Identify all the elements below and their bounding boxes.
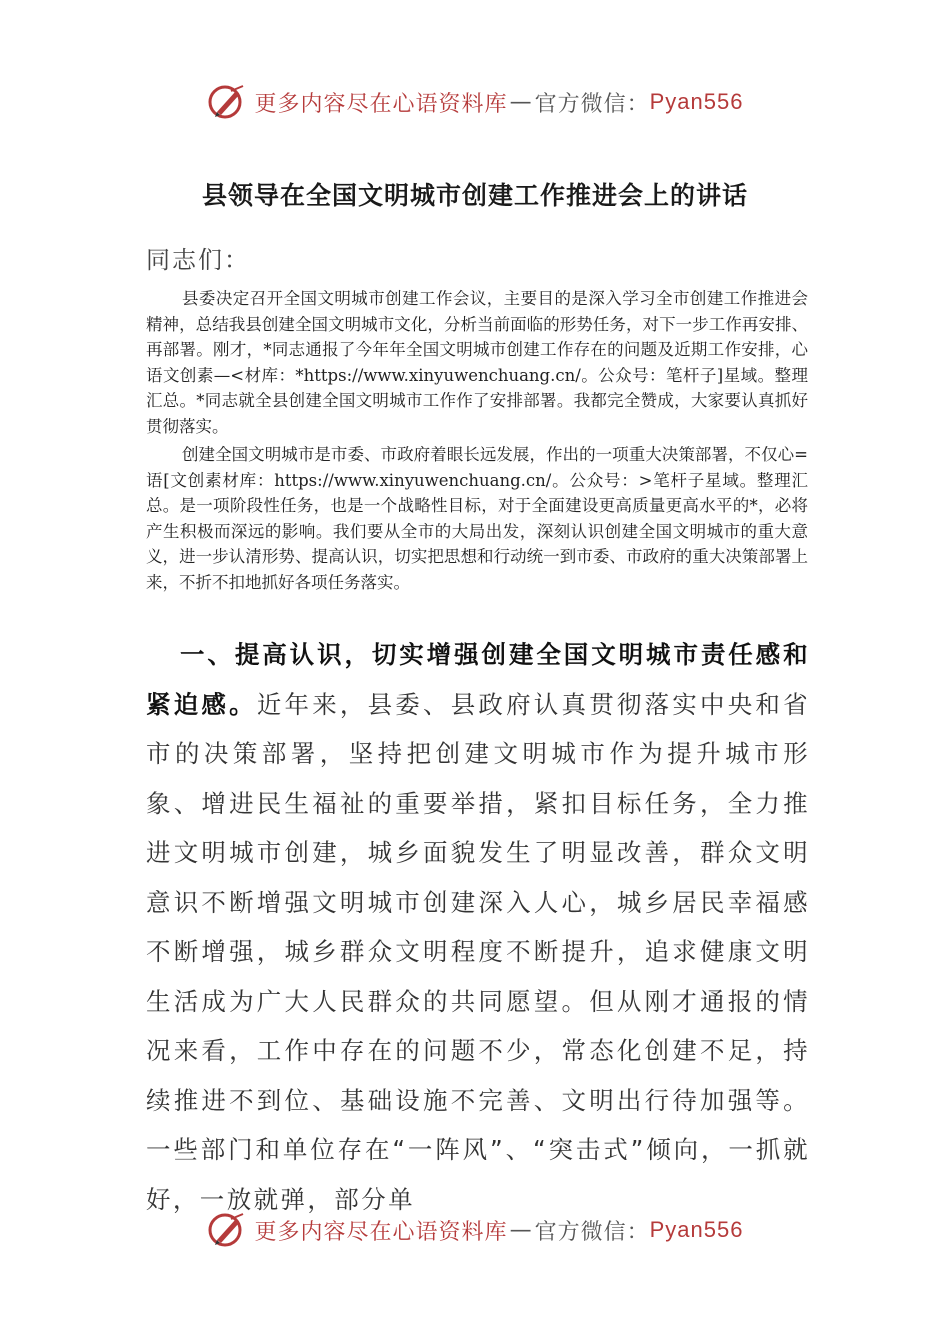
pen-logo-icon xyxy=(207,82,247,122)
section-1 xyxy=(146,630,810,1224)
watermark-banner-top xyxy=(0,80,950,124)
paragraph-intro: 县委决定召开全国文明城市创建工作会议，主要目的是深入学习全市创建工作推进会精神，总结我县创建全国文明城市文化，分析当前面临的形势任务，对下一步工作再安排、再部署。刚才，*同志通报了今年年全国文明城市创建工作存在的问题及近期工作安排，心语文创素—<材库：*https://www.xinyuwenchuang.cn/。公众号：笔杆子]星域。整理汇总。*同志就全县创建全国文明城市工作作了安排部署。我都完全赞成，大家要认真抓好贯彻落实。 xyxy=(146,289,808,436)
section-1-heading: 一、提高认识，切实增强创建全国文明城市责任感和紧迫感。 xyxy=(146,640,810,719)
watermark-wechat-id: Pyan556 xyxy=(649,1217,744,1242)
watermark-separator: — xyxy=(509,89,533,115)
greeting: 同志们： xyxy=(146,246,250,274)
watermark-separator: — xyxy=(509,1217,533,1243)
section-1-body: 近年来，县委、县政府认真贯彻落实中央和省市的决策部署，坚持把创建文明城市作为提升城市形象、增进民生福祉的重要举措，紧扣目标任务，全力推进文明城市创建，城乡面貌发生了明显改善，群众文明意识不断增强文明城市创建深入人心，城乡居民幸福感不断增强，城乡群众文明程度不断提升，追求健康文明生活成为广大人民群众的共同愿望。但从刚才通报的情况来看，工作中存在的问题不少，常态化创建不足，持续推进不到位、基础设施不完善、文明出行待加强等。一些部门和单位存在“一阵风”、“突击式”倾向，一抓就好，一放就弹，部分单 xyxy=(146,689,811,1214)
paragraph-significance: 创建全国文明城市是市委、市政府着眼长远发展，作出的一项重大决策部署，不仅心=语[文创素材库：https://www.xinyuwenchuang.cn/。公众号：>笔杆子星域。整理汇总。是一项阶段性任务，也是一个战略性目标，对于全面建设更高质量更高水平的*，必将产生积极而深远的影响。我们要从全市的大局出发，深刻认识创建全国文明城市的重大意义，进一步认清形势、提高认识，切实把思想和行动统一到市委、市政府的重大决策部署上来，不折不扣地抓好各项任务落实。 xyxy=(146,445,808,592)
pen-logo-icon xyxy=(207,1210,247,1250)
watermark-wechat-label: 官方微信： xyxy=(534,91,650,117)
document-title: 县领导在全国文明城市创建工作推进会上的讲话 xyxy=(201,181,748,210)
watermark-text: 更多内容尽在心语资料库 xyxy=(254,1219,508,1245)
watermark-wechat-label: 官方微信： xyxy=(534,1219,650,1245)
watermark-banner-bottom xyxy=(0,1208,950,1252)
watermark-text: 更多内容尽在心语资料库 xyxy=(254,91,508,117)
watermark-wechat-id: Pyan556 xyxy=(649,89,744,114)
